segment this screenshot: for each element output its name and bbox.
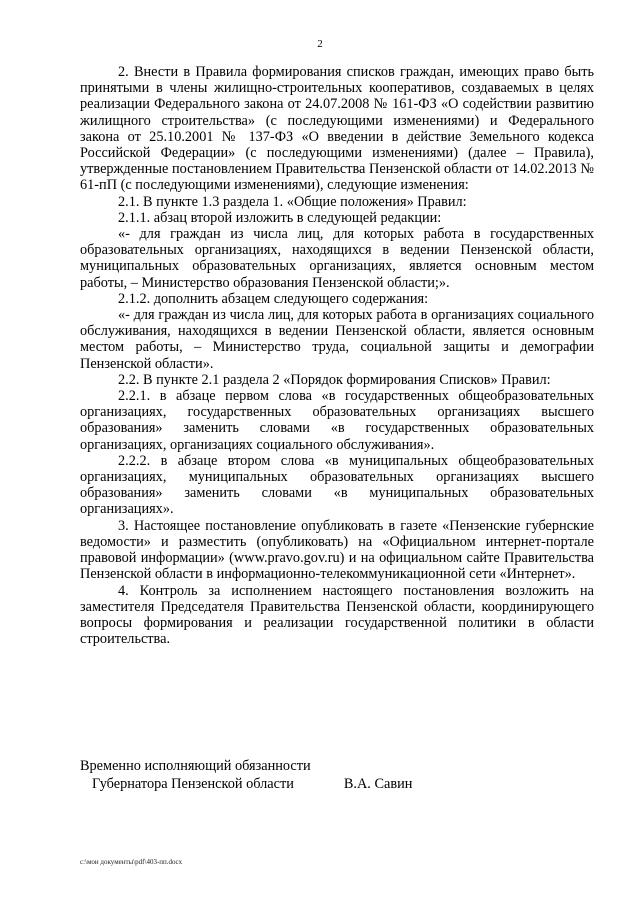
file-path-footer: c:\мои документы\pdf\403-пп.docx (80, 858, 183, 866)
paragraph-2-1-1: 2.1.1. абзац второй изложить в следующей редакции: (118, 209, 442, 226)
paragraph-2-1: 2.1. В пункте 1.3 раздела 1. «Общие положения» Правил: (118, 193, 467, 210)
paragraph-2: 2. Внести в Правила формирования списков граждан, имеющих право быть принятыми в члены жилищно-строительных кооперативов, создаваемых в целях реализации Федерального закона от 24.07.2008 № 161-ФЗ «О содействии развитию жилищного строительства» (с последующими изменениями) и Федерального закона от 25.10.2001 № 137-ФЗ «О введении в действие Земельного кодекса Российской Федерации» (с последующими изменениями) (далее – Правила), утвержденные постановлением Правительства Пензенской области от 14.02.2013 № 61-пП (с последующими изменениями), следующие изменения: (80, 64, 594, 194)
document-body (80, 64, 594, 647)
paragraph-2-2: 2.2. В пункте 2.1 раздела 2 «Порядок формирования Списков» Правил: (118, 371, 551, 388)
paragraph-4: 4. Контроль за исполнением настоящего постановления возложить на заместителя Председателя Правительства Пензенской области, координирующего вопросы формирования и реализации государственной политики в области строительства. (80, 582, 594, 648)
paragraph-2-2-1: 2.2.1. в абзаце первом слова «в государственных общеобразовательных организациях, государственных образовательных организациях высшего образования» заменить словами «в государственных образовательных организациях, организациях социального обслуживания». (80, 388, 594, 453)
paragraph-2-2-2: 2.2.2. в абзаце втором слова «в муниципальных общеобразовательных организациях, муниципальных образовательных организациях высшего образования» заменить словами «в муниципальных образовательных организациях». (80, 452, 594, 518)
paragraph-2-1-2-text: «- для граждан из числа лиц, для которых работа в организациях социального обслуживания, находящихся в ведении Пензенской области, является основным местом работы, – Министерство труда, социальной защиты и демографии Пензенской области». (80, 307, 594, 372)
signature-block (80, 757, 594, 793)
signatory-name: В.А. Савин (343, 776, 413, 792)
signature-position: Губернатора Пензенской области (92, 776, 294, 792)
signature-title-line1: Временно исполняющий обязанности (80, 758, 311, 774)
paragraph-2-1-1-text: «- для граждан из числа лиц, для которых работа в государственных образовательных организациях, находящихся в ведении Пензенской области, муниципальных образовательных организациях, является основным местом работы, – Министерство образования Пензенской области;». (80, 226, 594, 291)
paragraph-2-1-2: 2.1.2. дополнить абзацем следующего содержания: (118, 290, 429, 307)
paragraph-3: 3. Настоящее постановление опубликовать в газете «Пензенские губернские ведомости» и разместить (опубликовать) на «Официальном интернет-портале правовой информации» (www.pravo.gov.ru) и на официальном сайте Правительства Пензенской области в информационно-телекоммуникационной сети «Интернет». (80, 517, 594, 583)
signature-title-line2 (80, 775, 594, 793)
page-number: 2 (317, 38, 323, 50)
